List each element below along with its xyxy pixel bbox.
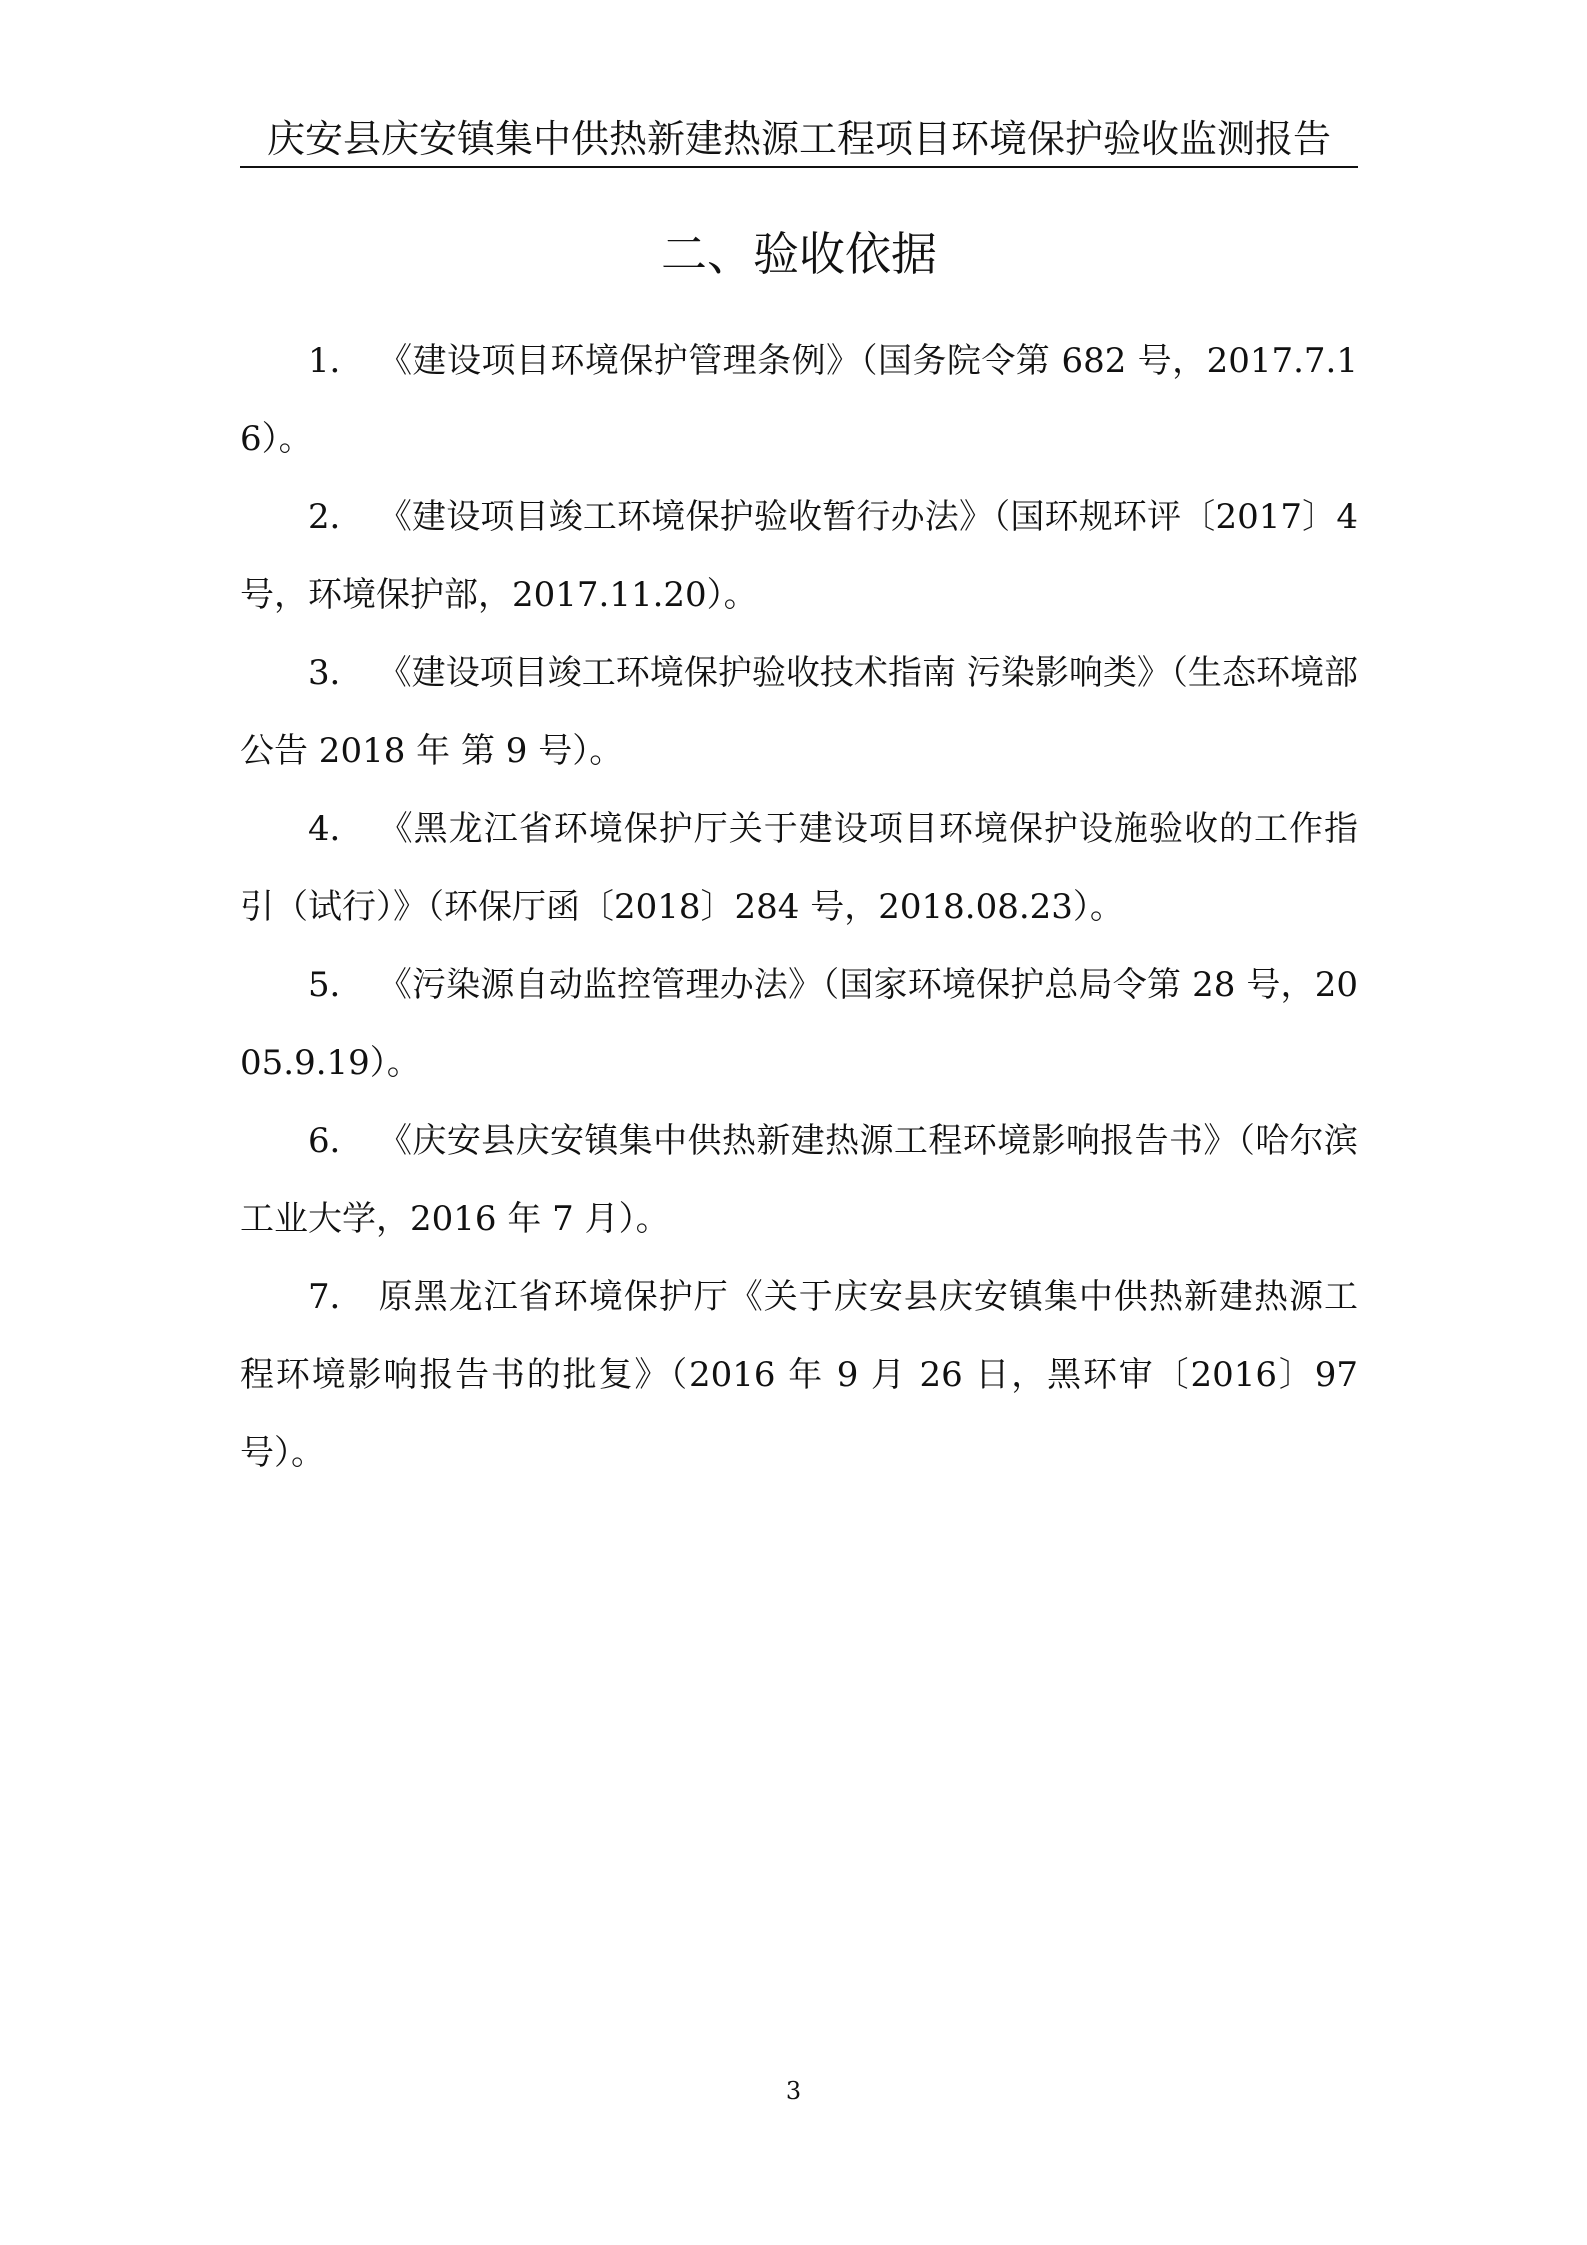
list-item-number: 5． bbox=[308, 965, 364, 1005]
list-item-number: 3． bbox=[308, 653, 364, 693]
list-item bbox=[240, 946, 1358, 1102]
list-item-text: 《黑龙江省环境保护厅关于建设项目环境保护设施验收的工作指引（试行）》（环保厅函〔2018〕284 号，2018.08.23）。 bbox=[240, 809, 1358, 927]
page-number: 3 bbox=[785, 2077, 802, 2105]
list-item bbox=[240, 322, 1358, 478]
list-item bbox=[240, 1102, 1358, 1258]
list-item-text: 原黑龙江省环境保护厅《关于庆安县庆安镇集中供热新建热源工程环境影响报告书的批复》（2016 年 9 月 26 日，黑环审〔2016〕97 号）。 bbox=[240, 1277, 1358, 1473]
list-item bbox=[240, 790, 1358, 946]
header-divider bbox=[240, 166, 1358, 168]
list-item-text: 《污染源自动监控管理办法》（国家环境保护总局令第 28 号，2005.9.19）。 bbox=[240, 965, 1358, 1083]
list-item bbox=[240, 634, 1358, 790]
section-heading: 二、验收依据 bbox=[661, 227, 937, 281]
list-item-number: 1． bbox=[308, 341, 364, 381]
running-header: 庆安县庆安镇集中供热新建热源工程项目环境保护验收监测报告 bbox=[266, 117, 1331, 161]
list-item-number: 2． bbox=[308, 497, 364, 537]
list-item-number: 7． bbox=[308, 1277, 364, 1317]
list-item-text: 《建设项目环境保护管理条例》（国务院令第 682 号，2017.7.16）。 bbox=[240, 341, 1358, 459]
list-item-text: 《庆安县庆安镇集中供热新建热源工程环境影响报告书》（哈尔滨工业大学，2016 年 7 月）。 bbox=[240, 1121, 1358, 1239]
acceptance-basis-list bbox=[240, 322, 1358, 1492]
list-item-number: 6． bbox=[308, 1121, 364, 1161]
list-item bbox=[240, 478, 1358, 634]
list-item bbox=[240, 1258, 1358, 1492]
list-item-text: 《建设项目竣工环境保护验收暂行办法》（国环规环评〔2017〕4 号，环境保护部，2017.11.20）。 bbox=[240, 497, 1358, 615]
list-item-number: 4． bbox=[308, 809, 364, 849]
list-item-text: 《建设项目竣工环境保护验收技术指南 污染影响类》（生态环境部公告 2018 年 第 9 号）。 bbox=[240, 653, 1358, 771]
